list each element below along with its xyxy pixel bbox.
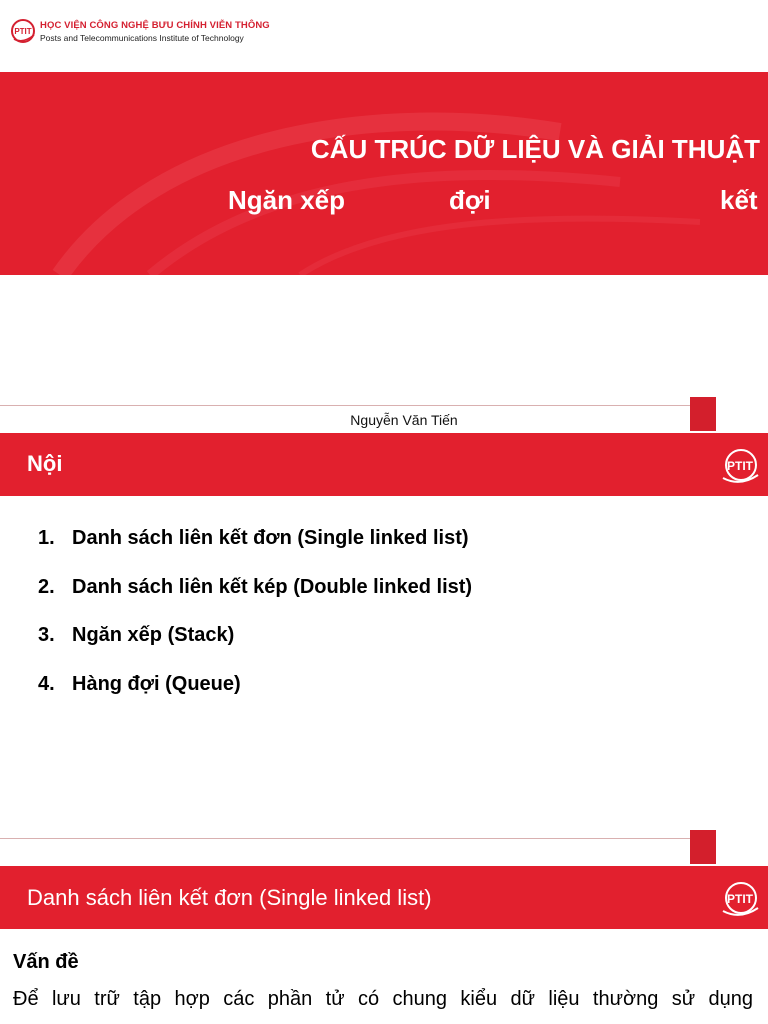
decorative-arcs (0, 72, 768, 275)
accent-square (690, 830, 716, 864)
list-item (38, 673, 472, 722)
institute-name-en: Posts and Telecommunications Institute of Technology (40, 33, 244, 43)
item-label: Ngăn xếp (Stack) (72, 624, 235, 646)
subtitle-word: Ngăn xếp (228, 185, 346, 215)
subtitle-word: đợi (449, 185, 491, 215)
ptit-logo-icon (10, 18, 36, 44)
ptit-logo-icon (718, 878, 762, 920)
subtitle-word: kết (720, 185, 758, 215)
svg-text:PTIT: PTIT (727, 892, 753, 906)
course-title: CẤU TRÚC DỮ LIỆU VÀ GIẢI THUẬT (310, 134, 760, 164)
item-label: Danh sách liên kết đơn (Single linked list) (72, 527, 469, 549)
item-number: 3. (38, 624, 55, 646)
ptit-logo-icon (718, 445, 762, 487)
section-label: Vấn đề (13, 951, 79, 973)
list-item (38, 527, 472, 576)
svg-text:PTIT: PTIT (14, 27, 32, 36)
item-label: Danh sách liên kết kép (Double linked list) (72, 575, 473, 598)
contents-title: Nội (27, 451, 63, 476)
cover-title-band (0, 72, 768, 275)
item-label: Hàng đợi (Queue) (72, 672, 241, 695)
item-number: 1. (38, 527, 55, 549)
divider-line (0, 838, 690, 839)
svg-text:PTIT: PTIT (727, 459, 753, 473)
item-number: 2. (38, 575, 55, 598)
body-paragraph: Để lưu trữ tập hợp các phần tử có chung kiểu dữ liệu thường sử dụng (13, 988, 753, 1010)
list-item (38, 624, 472, 673)
divider-line (0, 405, 690, 406)
contents-list (38, 527, 472, 721)
list-item (38, 576, 472, 625)
institute-name-vn: HỌC VIỆN CÔNG NGHỆ BƯU CHÍNH VIỄN THÔNG (40, 20, 270, 31)
contents-title-bar (0, 433, 768, 496)
slide3-title: Danh sách liên kết đơn (Single linked list) (27, 885, 432, 910)
slide3-title-bar (0, 866, 768, 929)
author-name: Nguyễn Văn Tiến (350, 412, 458, 428)
item-number: 4. (38, 672, 55, 695)
